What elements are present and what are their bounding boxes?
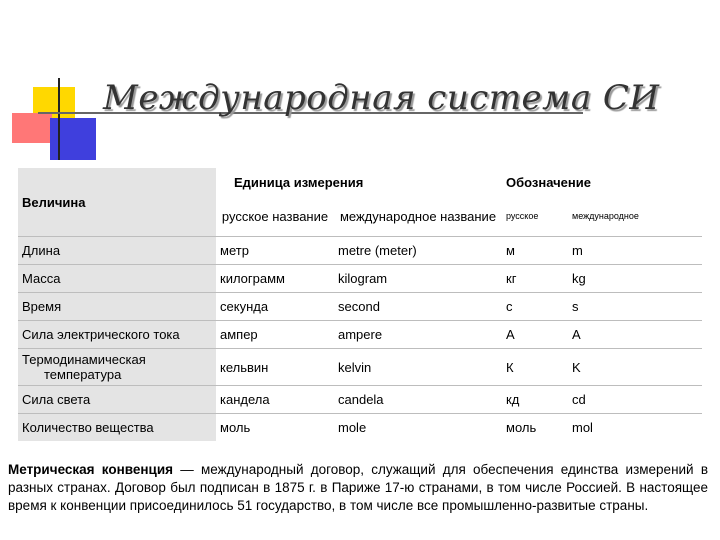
cell-quantity: Время bbox=[18, 293, 216, 321]
si-units-table bbox=[18, 168, 702, 441]
table-row bbox=[18, 237, 702, 265]
cell-symbol-ru: кд bbox=[502, 386, 568, 414]
convention-text: — международный договор, служащий для обеспечения единства измерений в разных странах. Договор был подписан в 1875 г. в Париже 17-ю странами, в том числе Россией. В настоящее время к конвенции присоединилось 51 государство, в том числе все промышленно-развитые страны. bbox=[8, 462, 708, 513]
cell-symbol-ru: моль bbox=[502, 414, 568, 442]
decor-red-square bbox=[12, 113, 52, 143]
cell-quantity: Сила электрического тока bbox=[18, 321, 216, 349]
cell-quantity-line1: Термодинамическая bbox=[22, 352, 146, 367]
cell-quantity: Сила света bbox=[18, 386, 216, 414]
cell-unit-ru: метр bbox=[216, 237, 334, 265]
cell-unit-ru: кандела bbox=[216, 386, 334, 414]
cell-symbol-intl: A bbox=[568, 321, 702, 349]
cell-unit-intl: metre (meter) bbox=[334, 237, 502, 265]
convention-paragraph bbox=[8, 461, 708, 515]
table-header-row bbox=[18, 168, 702, 196]
cell-symbol-intl: kg bbox=[568, 265, 702, 293]
table-row bbox=[18, 414, 702, 442]
cell-unit-intl: mole bbox=[334, 414, 502, 442]
cell-symbol-ru: с bbox=[502, 293, 568, 321]
cell-quantity: Количество вещества bbox=[18, 414, 216, 442]
header-unit-intl: международное название bbox=[339, 208, 497, 224]
convention-term: Метрическая конвенция bbox=[8, 462, 174, 477]
header-symbol: Обозначение bbox=[506, 174, 591, 190]
cell-unit-intl: second bbox=[334, 293, 502, 321]
header-unit: Единица измерения bbox=[234, 174, 364, 190]
cell-unit-ru: моль bbox=[216, 414, 334, 442]
cell-symbol-intl: s bbox=[568, 293, 702, 321]
header-symbol-intl: международное bbox=[572, 211, 639, 221]
decor-vertical-line bbox=[58, 78, 60, 160]
cell-quantity: Масса bbox=[18, 265, 216, 293]
header-unit-ru: русское название bbox=[221, 208, 329, 224]
cell-quantity: Длина bbox=[18, 237, 216, 265]
cell-unit-intl: kelvin bbox=[334, 349, 502, 386]
cell-unit-ru: ампер bbox=[216, 321, 334, 349]
table-row bbox=[18, 293, 702, 321]
cell-symbol-ru: м bbox=[502, 237, 568, 265]
table-row bbox=[18, 321, 702, 349]
cell-symbol-ru: кг bbox=[502, 265, 568, 293]
cell-symbol-intl: K bbox=[568, 349, 702, 386]
cell-unit-intl: candela bbox=[334, 386, 502, 414]
cell-symbol-intl: m bbox=[568, 237, 702, 265]
cell-unit-intl: kilogram bbox=[334, 265, 502, 293]
cell-symbol-ru: А bbox=[502, 321, 568, 349]
cell-quantity-line2: температура bbox=[44, 367, 122, 382]
table-row bbox=[18, 386, 702, 414]
cell-unit-ru: кельвин bbox=[216, 349, 334, 386]
page-title: Международная система СИ bbox=[103, 78, 660, 118]
header-symbol-ru: русское bbox=[506, 211, 539, 221]
table-row bbox=[18, 265, 702, 293]
table-row bbox=[18, 349, 702, 386]
header-quantity: Величина bbox=[18, 168, 216, 237]
cell-symbol-ru: К bbox=[502, 349, 568, 386]
cell-unit-ru: секунда bbox=[216, 293, 334, 321]
cell-quantity bbox=[18, 349, 216, 386]
cell-symbol-intl: mol bbox=[568, 414, 702, 442]
decor-blue-square bbox=[50, 118, 96, 160]
cell-symbol-intl: cd bbox=[568, 386, 702, 414]
cell-unit-intl: ampere bbox=[334, 321, 502, 349]
cell-unit-ru: килограмм bbox=[216, 265, 334, 293]
